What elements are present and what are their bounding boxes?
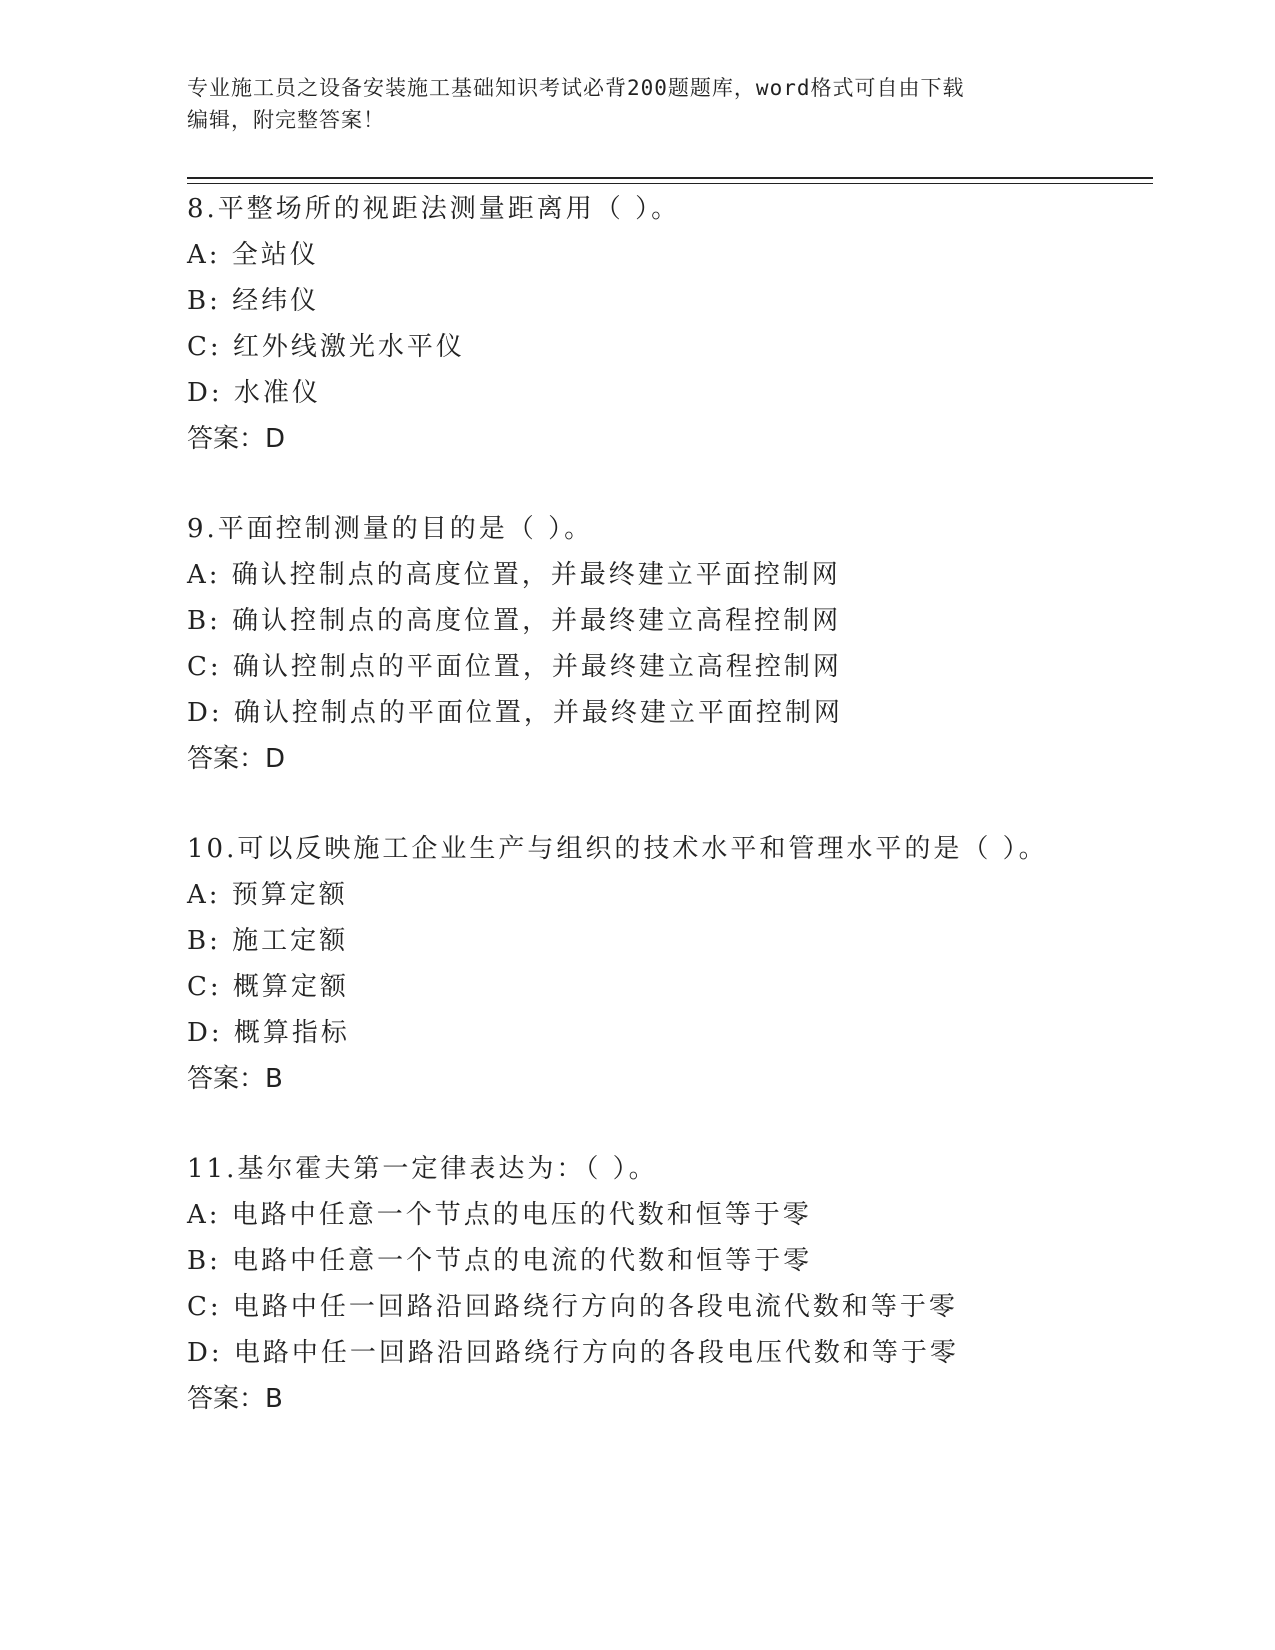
option-d: D: 水准仪 (187, 378, 321, 408)
question-stem: 10.可以反映施工企业生产与组织的技术水平和管理水平的是（ ）。 (187, 834, 1048, 864)
question-item (187, 1146, 1153, 1422)
header-divider-top (187, 177, 1153, 179)
option-c: C: 概算定额 (187, 972, 349, 1002)
option-c: C: 红外线激光水平仪 (187, 332, 465, 362)
question-item (187, 826, 1153, 1102)
answer-line: 答案：B (187, 1064, 283, 1094)
option-c: C: 确认控制点的平面位置，并最终建立高程控制网 (187, 652, 842, 682)
option-a: A: 预算定额 (187, 880, 348, 910)
question-stem: 8.平整场所的视距法测量距离用（ ）。 (187, 194, 681, 224)
question-item (187, 506, 1153, 782)
option-d: D: 概算指标 (187, 1018, 350, 1048)
document-header (187, 72, 1067, 136)
answer-line: 答案：D (187, 424, 286, 454)
option-c: C: 电路中任一回路沿回路绕行方向的各段电流代数和等于零 (187, 1292, 958, 1322)
question-list (187, 186, 1153, 1466)
option-a: A: 确认控制点的高度位置，并最终建立平面控制网 (187, 560, 841, 590)
answer-line: 答案：B (187, 1384, 283, 1414)
option-a: A: 电路中任意一个节点的电压的代数和恒等于零 (187, 1200, 812, 1230)
header-line-1: 专业施工员之设备安装施工基础知识考试必背200题题库，word格式可自由下载 (187, 76, 965, 100)
option-d: D: 确认控制点的平面位置，并最终建立平面控制网 (187, 698, 843, 728)
option-b: B: 电路中任意一个节点的电流的代数和恒等于零 (187, 1246, 813, 1276)
header-divider-bottom (187, 183, 1153, 184)
option-b: B: 确认控制点的高度位置，并最终建立高程控制网 (187, 606, 842, 636)
question-stem: 9.平面控制测量的目的是（ ）。 (187, 514, 594, 544)
option-d: D: 电路中任一回路沿回路绕行方向的各段电压代数和等于零 (187, 1338, 959, 1368)
header-line-2: 编辑，附完整答案！ (187, 108, 385, 132)
answer-line: 答案：D (187, 744, 286, 774)
question-stem: 11.基尔霍夫第一定律表达为：（ ）。 (187, 1154, 658, 1184)
option-b: B: 施工定额 (187, 926, 349, 956)
option-a: A: 全站仪 (187, 240, 319, 270)
option-b: B: 经纬仪 (187, 286, 320, 316)
question-item (187, 186, 1153, 462)
